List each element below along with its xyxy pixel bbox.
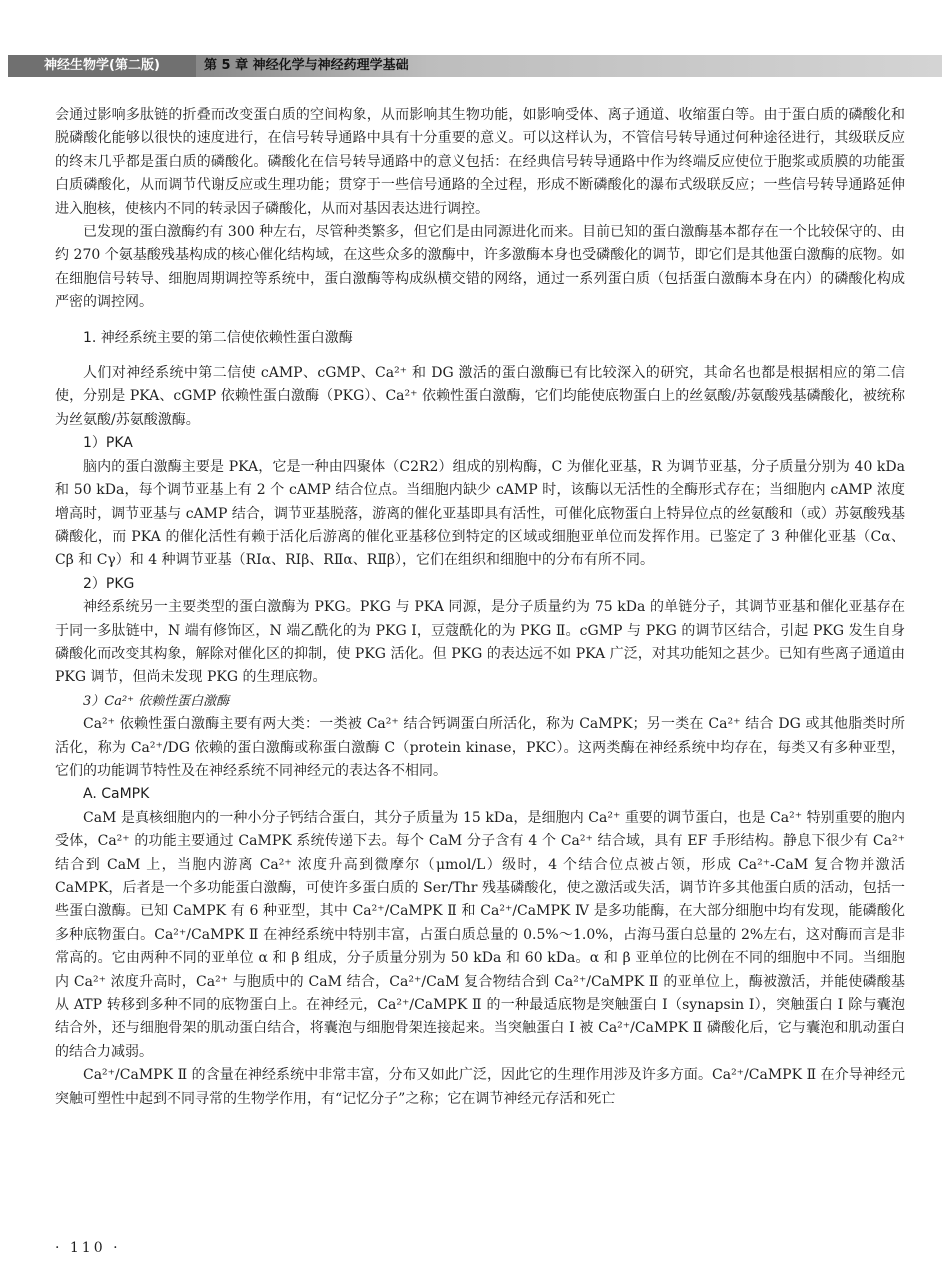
running-header: [8, 55, 942, 77]
subheading-ca-kinase: 3）Ca²⁺ 依赖性蛋白激酶: [83, 693, 230, 709]
subheading-campk: A. CaMPK: [83, 786, 150, 803]
section-heading: 1. 神经系统主要的第二信使依赖性蛋白激酶: [83, 329, 353, 346]
paragraph-pkg: 神经系统另一主要类型的蛋白激酶为 PKG。PKG 与 PKA 同源，是分子质量约为 75 kDa 的单链分子，其调节亚基和催化亚基存在于同一多肽链中，N 端有修饰区，N 端乙酰化的为 PKG Ⅰ，豆蔻酰化的为 PKG Ⅱ。cGMP 与 PKG 的调节区结合，引起 PKG 发生自身磷酸化而改变其构象，解除对催化区的抑制，使 PKG 活化。但 PKG 的表达远不如 PKA 广泛，对其功能知之甚少。已知有些离子通道由 PKG 调节，但尚未发现 PKG 的生理底物。: [55, 599, 905, 686]
paragraph-protein-kinases: 已发现的蛋白激酶约有 300 种左右，尽管种类繁多，但它们是由同源进化而来。目前已知的蛋白激酶基本都存在一个比较保守的、由约 270 个氨基酸残基构成的核心催化结构域，在这些众多的激酶中，许多激酶本身也受磷酸化的调节，即它们是其他蛋白激酶的底物。如在细胞信号转导、细胞周期调控等系统中，蛋白激酶等构成纵横交错的网络，通过一系列蛋白质（包括蛋白激酶本身在内）的磷酸化构成严密的调控网。: [55, 224, 905, 311]
header-book-title: 神经生物学(第二版): [8, 55, 196, 77]
page-number: · 110 ·: [55, 1240, 121, 1256]
paragraph-ca-kinase: Ca²⁺ 依赖性蛋白激酶主要有两大类：一类被 Ca²⁺ 结合钙调蛋白所活化，称为 CaMPK；另一类在 Ca²⁺ 结合 DG 或其他脂类时所活化，称为 Ca²⁺/DG 依赖的蛋白激酶或称蛋白激酶 C（protein kinase，PKC）。这两类酶在神经系统中均存在，每类又有多种亚型，它们的功能调节特性及在神经系统不同神经元的表达各不相同。: [55, 716, 905, 779]
subheading-pka: 1）PKA: [83, 435, 133, 452]
paragraph-phosphorylation: 会通过影响多肽链的折叠而改变蛋白质的空间构象，从而影响其生物功能，如影响受体、离子通道、收缩蛋白等。由于蛋白质的磷酸化和脱磷酸化能够以很快的速度进行，在信号转导通路中具有十分重要的意义。可以这样认为，不管信号转导通过何种途径进行，其级联反应的终末几乎都是蛋白质的磷酸化。磷酸化在信号转导通路中的意义包括：在经典信号转导通路中作为终端反应使位于胞浆或质膜的功能蛋白质磷酸化，从而调节代谢反应或生理功能；贯穿于一些信号通路的全过程，形成不断磷酸化的瀑布式级联反应；一些信号转导通路延伸进入胞核，使核内不同的转录因子磷酸化，从而对基因表达进行调控。: [55, 107, 905, 217]
subheading-pkg: 2）PKG: [83, 575, 135, 592]
page-body: [55, 104, 905, 1111]
header-chapter-title: 第 5 章 神经化学与神经药理学基础: [204, 58, 409, 73]
paragraph-campk-ii: Ca²⁺/CaMPK Ⅱ 的含量在神经系统中非常丰富，分布又如此广泛，因此它的生理作用涉及许多方面。Ca²⁺/CaMPK Ⅱ 在介导神经元突触可塑性中起到不同寻常的生物学作用，有“记忆分子”之称；它在调节神经元存活和死亡: [55, 1067, 905, 1107]
paragraph-pka: 脑内的蛋白激酶主要是 PKA，它是一种由四聚体（C2R2）组成的别构酶，C 为催化亚基，R 为调节亚基，分子质量分别为 40 kDa 和 50 kDa，每个调节亚基上有 2 个 cAMP 结合位点。当细胞内缺少 cAMP 时，该酶以无活性的全酶形式存在；当细胞内 cAMP 浓度增高时，调节亚基与 cAMP 结合，调节亚基脱落，游离的催化亚基即具有活性，可催化底物蛋白上特异位点的丝氨酸和（或）苏氨酸残基磷酸化，而 PKA 的催化活性有赖于活化后游离的催化亚基移位到特定的区域或细胞亚单位而发挥作用。已鉴定了 3 种催化亚基（Cα、Cβ 和 Cγ）和 4 种调节亚基（RⅠα、RⅠβ、RⅡα、RⅡβ），它们在组织和细胞中的分布有所不同。: [55, 458, 905, 569]
paragraph-second-messenger: 人们对神经系统中第二信使 cAMP、cGMP、Ca²⁺ 和 DG 激活的蛋白激酶已有比较深入的研究，其命名也都是根据相应的第二信使，分别是 PKA、cGMP 依赖性蛋白激酶（PKG）、Ca²⁺ 依赖性蛋白激酶，它们均能使底物蛋白上的丝氨酸/苏氨酸残基磷酸化，被统称为丝氨酸/苏氨酸激酶。: [55, 365, 905, 428]
paragraph-campk: CaM 是真核细胞内的一种小分子钙结合蛋白，其分子质量为 15 kDa，是细胞内 Ca²⁺ 重要的调节蛋白，也是 Ca²⁺ 特别重要的胞内受体，Ca²⁺ 的功能主要通过 CaMPK 系统传递下去。每个 CaM 分子含有 4 个 Ca²⁺ 结合域，具有 EF 手形结构。静息下很少有 Ca²⁺ 结合到 CaM 上，当胞内游离 Ca²⁺ 浓度升高到微摩尔（μmol/L）级时，4 个结合位点被占领，形成 Ca²⁺-CaM 复合物并激活 CaMPK，后者是一个多功能蛋白激酶，可使许多蛋白质的 Ser/Thr 残基磷酸化，使之激活或失活，调节许多其他蛋白质的活动，包括一些蛋白激酶。已知 CaMPK 有 6 种亚型，其中 Ca²⁺/CaMPK Ⅱ 和 Ca²⁺/CaMPK Ⅳ 是多功能酶，在大部分细胞中均有发现，能磷酸化多种底物蛋白。Ca²⁺/CaMPK Ⅱ 在神经系统中特别丰富，占蛋白质总量的 0.5%～1.0%，占海马蛋白总量的 2%左右，这对酶而言是非常高的。它由两种不同的亚单位 α 和 β 组成，分子质量分别为 50 kDa 和 60 kDa。α 和 β 亚单位的比例在不同的细胞中不同。当细胞内 Ca²⁺ 浓度升高时，Ca²⁺ 与胞质中的 CaM 结合，Ca²⁺/CaM 复合物结合到 Ca²⁺/CaMPK Ⅱ 的亚单位上，酶被激活，并能使磷酸基从 ATP 转移到多种不同的底物蛋白上。在神经元，Ca²⁺/CaMPK Ⅱ 的一种最适底物是突触蛋白 Ⅰ（synapsin Ⅰ），突触蛋白 Ⅰ 除与囊泡结合外，还与细胞骨架的肌动蛋白结合，将囊泡与细胞骨架连接起来。当突触蛋白 Ⅰ 被 Ca²⁺/CaMPK Ⅱ 磷酸化后，它与囊泡和肌动蛋白的结合力减弱。: [55, 809, 905, 1060]
